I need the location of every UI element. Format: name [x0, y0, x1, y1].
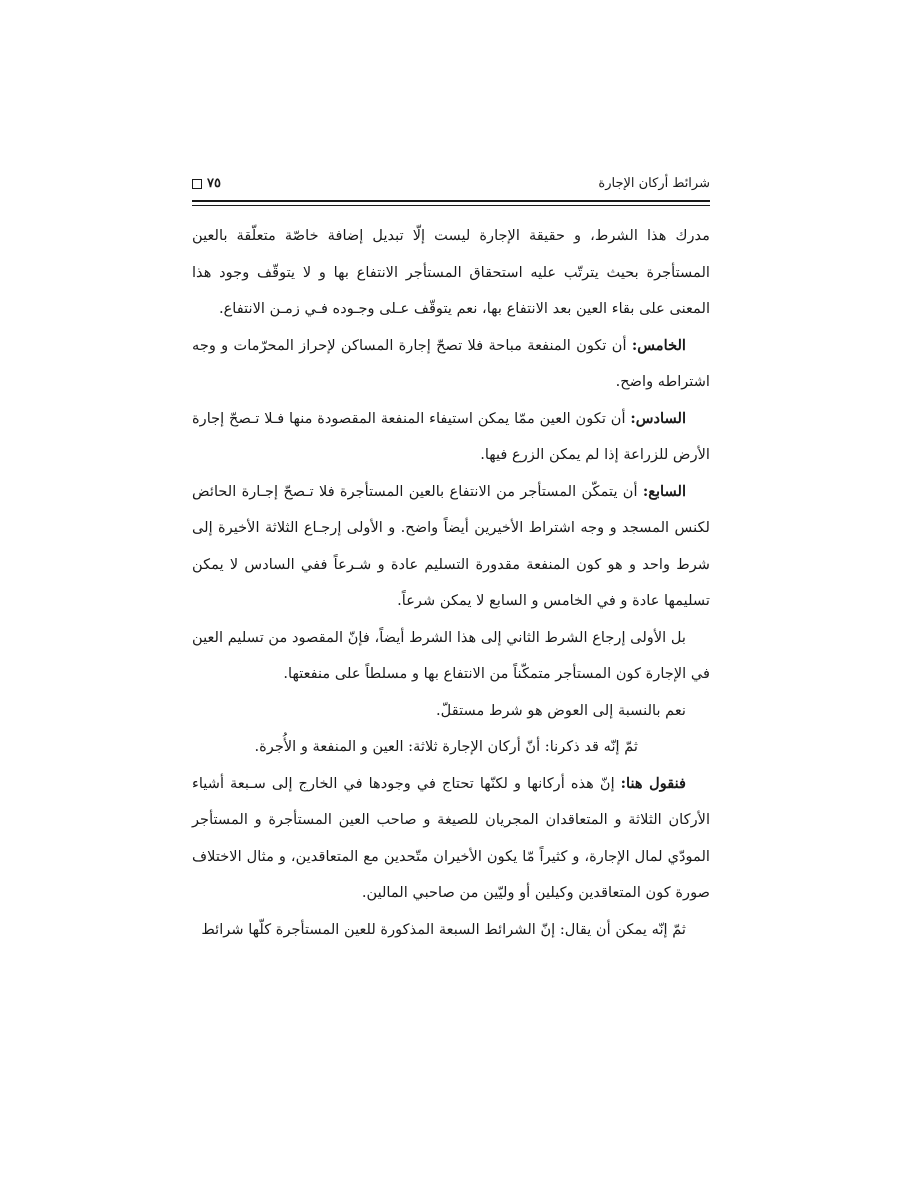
paragraph-text: أن يتمكّن المستأجر من الانتفاع بالعين المستأجرة فلا تـصحّ إجـارة الحائض لكنس المسجد و وجه اشتراط الأخيرين أيضاً واضح. و الأولى إرجـاع الثلاثة الأخيرة إلى شرط واحد و هو كون المنفعة مقدورة التسليم عادة و شـرعاً ففي السادس لا يمكن تسليمها عادة و في الخامس و السابع لا يمكن شرعاً.: [192, 482, 710, 609]
paragraph-final: [192, 912, 710, 949]
paragraph-seventh-condition: [192, 474, 710, 620]
page-number-group: [192, 176, 221, 191]
running-title: شرائط أركان الإجارة: [598, 176, 710, 191]
paragraph-text: ثمّ إنّه قد ذكرنا: أنّ أركان الإجارة ثلاثة: العين و المنفعة و الأُجرة.: [254, 738, 638, 755]
paragraph-fifth-condition: [192, 328, 710, 401]
paragraph-compensation-note: [192, 693, 710, 730]
paragraph-sixth-condition: [192, 401, 710, 474]
paragraph-seven-things: [192, 766, 710, 912]
paragraph-text: أن تكون العين ممّا يمكن استيفاء المنفعة المقصودة منها فـلا تـصحّ إجارة الأرض للزراعة إذا لم يمكن الزرع فيها.: [192, 409, 710, 463]
paragraph-text: نعم بالنسبة إلى العوض هو شرط مستقلّ.: [436, 701, 686, 719]
paragraph-second-condition-note: [192, 620, 710, 693]
body-text: [192, 218, 710, 948]
paragraph-label: الخامس:: [631, 336, 686, 354]
paragraph-text: بل الأولى إرجاع الشرط الثاني إلى هذا الشرط أيضاً، فإنّ المقصود من تسليم العين في الإجارة كون المستأجر متمكّناً من الانتفاع بها و مسلطاً على منفعتها.: [192, 628, 710, 682]
paragraph-text: إنّ هذه أركانها و لكنّها تحتاج في وجودها في الخارج إلى سـبعة أشياء الأركان الثلاثة و المتعاقدان المجريان للصيغة و صاحب العين المستأجرة و المستأجر المودّي لمال الإجارة، و كثيراً مّا يكون الأخيران متّحدين مع المتعاقدين، و مثال الاختلاف صورة كون المتعاقدين وكيلين أو وليّين من صاحبي المالين.: [192, 774, 710, 901]
header-rule-thick: [192, 200, 710, 202]
running-header: [192, 170, 710, 200]
paragraph-pillars-recap: [192, 729, 710, 766]
paragraph-label: فنقول هنا:: [620, 774, 686, 792]
header-rule-thin: [192, 205, 710, 206]
paragraph-text: ثمّ إنّه يمكن أن يقال: إنّ الشرائط السبعة المذكورة للعين المستأجرة كلّها شرائط: [201, 920, 686, 938]
paragraph-text: أن تكون المنفعة مباحة فلا تصحّ إجارة المساكن لإحراز المحرّمات و وجه اشتراطه واضح.: [192, 336, 710, 390]
square-outline-icon: [192, 179, 202, 189]
paragraph-text: مدرك هذا الشرط، و حقيقة الإجارة ليست إلّا تبديل إضافة خاصّة متعلّقة بالعين المستأجرة بحيث يترتّب عليه استحقاق المستأجر الانتفاع بها و لا يتوقّف وجود هذا المعنى على بقاء العين بعد الانتفاع بها، نعم يتوقّف عـلى وجـوده فـي زمـن الانتفاع.: [192, 227, 710, 317]
paragraph-continuation: [192, 218, 710, 328]
document-page: [192, 170, 710, 948]
page-number: ٧٥: [207, 176, 221, 191]
paragraph-label: السابع:: [642, 482, 686, 500]
paragraph-label: السادس:: [630, 409, 686, 427]
